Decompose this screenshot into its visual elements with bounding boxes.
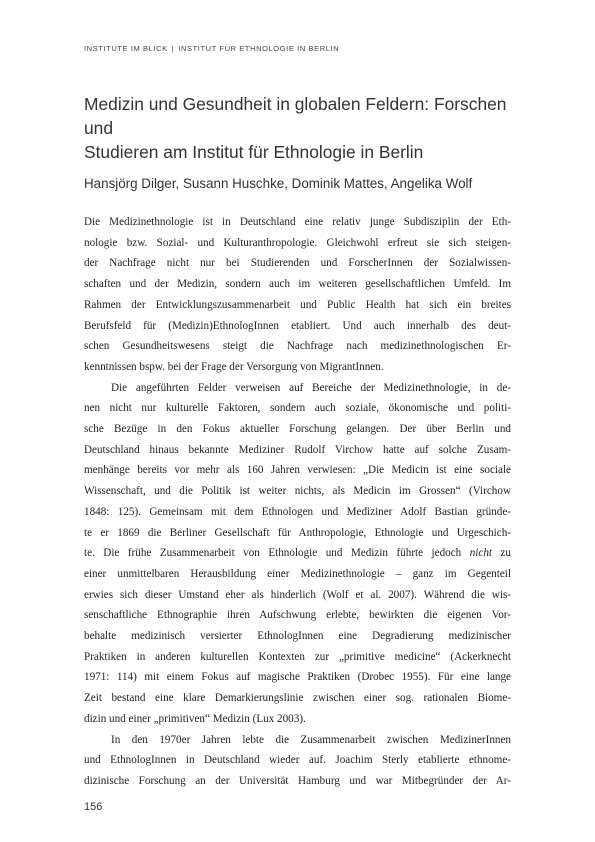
text-line: nen nicht nur kulturelle Faktoren, sondern auch soziale, ökonomische und politi- xyxy=(84,402,511,415)
text-run: zu xyxy=(492,547,511,560)
text-line: und EthnologInnen in Deutschland wieder auf. Joachim Sterly etablierte ethnome- xyxy=(84,754,511,767)
text-line: 1848: 125). Gemeinsam mit dem Ethnologen und Mediziner Adolf Bastian gründe- xyxy=(84,505,511,518)
title-line-2: Studieren am Institut für Ethnologie in Berlin xyxy=(84,142,424,162)
title-line-1: Medizin und Gesundheit in globalen Feldern: Forschen und xyxy=(84,94,507,138)
text-line: menhänge bereits vor mehr als 160 Jahren verwiesen: „Die Medicin ist eine sociale xyxy=(84,464,511,477)
text-line: erwies sich dieser Umstand eher als hinderlich (Wolf et al. 2007). Während die wis- xyxy=(84,588,511,601)
text-line: behalte medizinisch versierter EthnologInnen eine Degradierung medizinischer xyxy=(84,630,511,643)
text-line: Zeit bestand eine klare Demarkierungslinie zwischen einer sog. rationalen Biome- xyxy=(84,692,511,705)
text-line: senschaftliche Ethnographie ihren Aufschwung erlebte, bewirkten die eigenen Vor- xyxy=(84,609,511,622)
text-line: schen Gesundheitswesens steigt die Nachfrage nach medizinethnologischen Er- xyxy=(84,340,511,353)
text-line: schaften und der Medizin, sondern auch im weiteren gesellschaftlichen Umfeld. Im xyxy=(84,278,511,291)
text-line: dizin und einer „primitiven“ Medizin (Lux 2003). xyxy=(84,712,306,725)
text-line: nologie bzw. Sozial- und Kulturanthropologie. Gleichwohl erfreut sie sich steigen- xyxy=(84,236,511,249)
text-line: In den 1970er Jahren lebte die Zusammenarbeit zwischen MedizinerInnen xyxy=(111,733,511,746)
paragraph-2 xyxy=(84,378,511,730)
text-line: Die Medizinethnologie ist in Deutschland eine relativ junge Subdisziplin der Eth- xyxy=(84,216,511,228)
text-run: te. Die frühe Zusammenarbeit von Ethnologie und Medizin führte jedoch xyxy=(84,547,470,560)
text-line: Die angeführten Felder verweisen auf Bereiche der Medizinethnologie, in de- xyxy=(111,381,511,394)
text-line xyxy=(84,543,511,564)
text-line: der Nachfrage nicht nur bei Studierenden und ForscherInnen der Sozialwissen- xyxy=(84,257,511,270)
running-head-separator: | xyxy=(171,44,175,53)
article-title xyxy=(84,92,534,164)
text-line: Wissenschaft, und die Politik ist weiter nichts, als Medicin im Grossen“ (Virchow xyxy=(84,485,511,498)
text-line: Rahmen der Entwicklungszusammenarbeit und Public Health hat sich ein breites xyxy=(84,298,511,311)
text-line: Praktiken in anderen kulturellen Kontexten zur „primitive medicine“ (Ackerknecht xyxy=(84,650,511,663)
page-number: 156 xyxy=(84,801,103,813)
body-text xyxy=(84,212,511,792)
text-line: 1971: 114) mit einem Fokus auf magische Praktiken (Drobec 1955). Für eine lange xyxy=(84,671,511,684)
running-head xyxy=(84,44,524,53)
text-line: kenntnissen bspw. bei der Frage der Versorgung von MigrantInnen. xyxy=(84,360,384,373)
emphasis-text: nicht xyxy=(469,547,492,560)
text-line: sche Bezüge in den Fokus aktueller Forschung gelangen. Der über Berlin und xyxy=(84,423,511,436)
authors: Hansjörg Dilger, Susann Huschke, Dominik Mattes, Angelika Wolf xyxy=(84,176,473,191)
text-line: Deutschland hinaus bekannte Mediziner Rudolf Virchow hatte auf solche Zusam- xyxy=(84,443,511,456)
paragraph-3 xyxy=(84,730,511,792)
running-head-institute: INSTITUT FÜR ETHNOLOGIE IN BERLIN xyxy=(178,44,340,53)
text-line: te er 1869 die Berliner Gesellschaft für Anthropologie, Ethnologie und Urgeschich- xyxy=(84,526,511,539)
running-head-section: INSTITUTE IM BLICK xyxy=(84,44,168,53)
text-line: einer unmittelbaren Herausbildung einer Medizinethnologie – ganz im Gegenteil xyxy=(84,567,511,580)
text-line: Berufsfeld für (Medizin)EthnologInnen etabliert. Und auch innerhalb des deut- xyxy=(84,319,511,332)
text-line: dizinische Forschung an der Universität Hamburg und war Mitbegründer der Ar- xyxy=(84,774,511,787)
paragraph-1 xyxy=(84,212,511,378)
